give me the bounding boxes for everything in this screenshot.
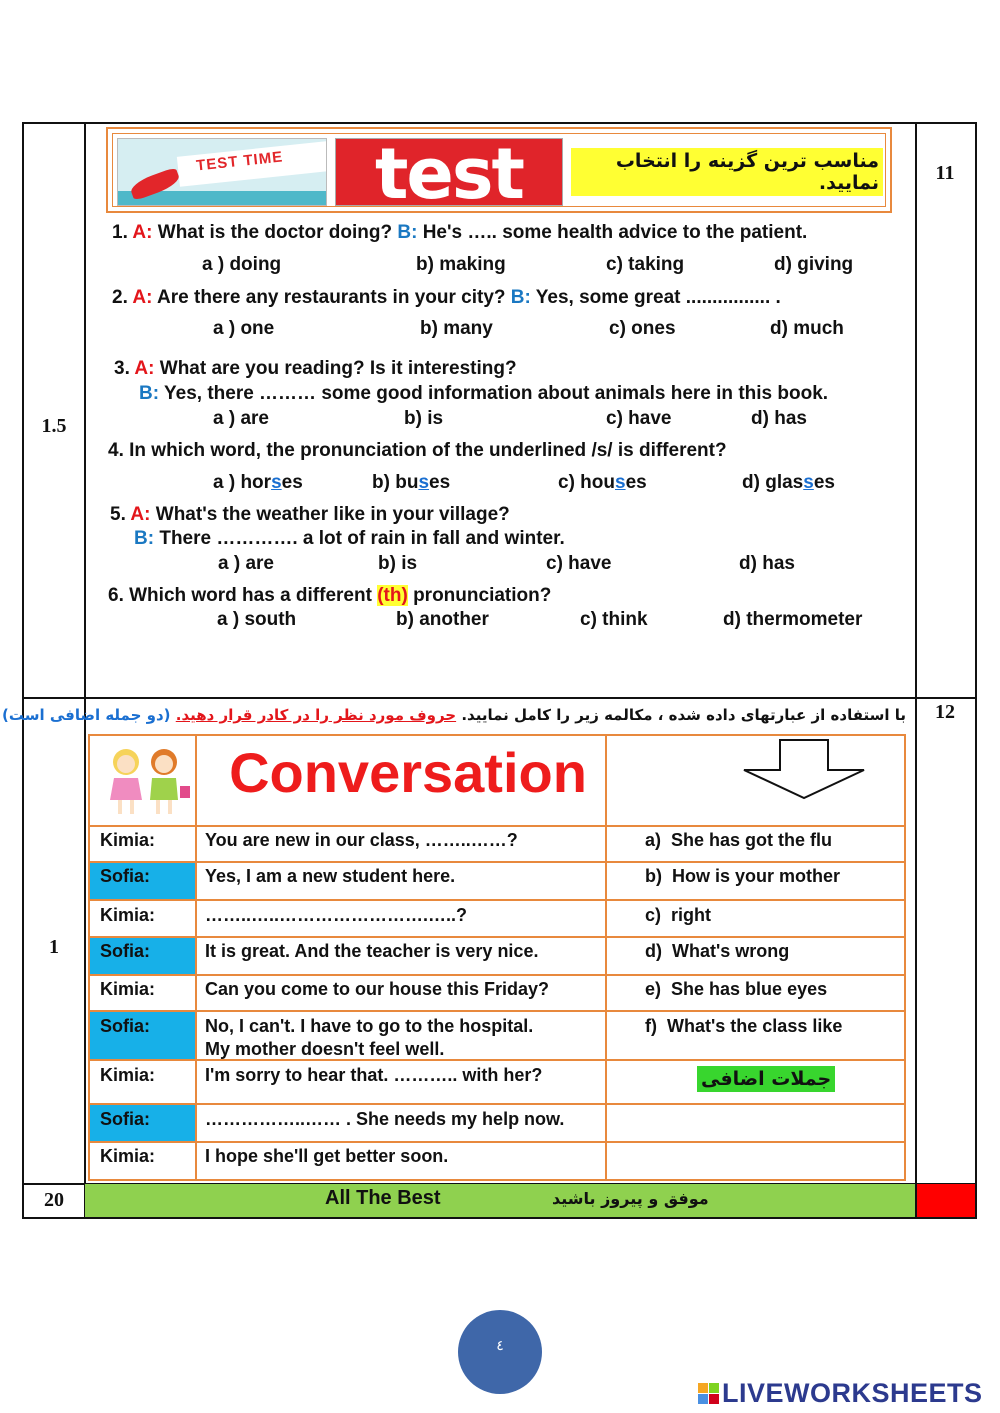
section1-score: 1.5 bbox=[41, 415, 67, 437]
question-3: 3. A: What are you reading? Is it interesting? bbox=[114, 358, 517, 379]
question-3-answer: B: Yes, there ……… some good information about animals here in this book. bbox=[139, 383, 829, 404]
q3-option-a[interactable]: a ) are bbox=[213, 408, 269, 429]
speaker-label: Sofia: bbox=[100, 866, 151, 886]
q1-option-c[interactable]: c) taking bbox=[606, 254, 685, 275]
test-logo bbox=[335, 133, 563, 215]
speaker-label: Kimia: bbox=[100, 905, 156, 925]
test-logo-text: test bbox=[374, 133, 524, 215]
question-5-answer: B: There …………. a lot of rain in fall and winter. bbox=[134, 528, 565, 549]
q5-option-b[interactable]: b) is bbox=[378, 553, 418, 574]
q2-option-b[interactable]: b) many bbox=[420, 318, 493, 339]
option-d[interactable]: d) What's wrong bbox=[645, 941, 790, 961]
speaker-label: Kimia: bbox=[100, 830, 156, 850]
q1-option-b[interactable]: b) making bbox=[416, 254, 506, 275]
girls-illustration bbox=[96, 742, 194, 822]
q4-option-a[interactable]: a ) horses bbox=[213, 472, 303, 493]
speaker-a: A: bbox=[132, 222, 153, 243]
q1-option-d[interactable]: d) giving bbox=[774, 254, 854, 275]
q2-option-c[interactable]: c) ones bbox=[609, 318, 676, 339]
instruction-box bbox=[571, 138, 889, 206]
speaker-label: Sofia: bbox=[100, 1109, 151, 1129]
speaker-a: A: bbox=[132, 287, 153, 308]
test-time-banner bbox=[117, 138, 327, 206]
conversation-table bbox=[88, 734, 906, 1181]
speaker-b: B: bbox=[134, 528, 155, 549]
section2-instruction: با استفاده از عبارتهای داده شده ، مکالمه زیر را کامل نمایید. حروف مورد نظر را در کادر قرار دهید. (دو جمله اضافی است) bbox=[2, 706, 906, 724]
q2-option-a[interactable]: a ) one bbox=[213, 318, 275, 339]
q4-option-b[interactable]: b) buses bbox=[372, 472, 451, 493]
q3-option-c[interactable]: c) have bbox=[606, 408, 672, 429]
footer-good-luck-fa: موفق و پیروز باشید bbox=[552, 1189, 709, 1208]
question-5: 5. A: What's the weather like in your village? bbox=[110, 504, 510, 525]
speaker-label: Kimia: bbox=[100, 1065, 156, 1085]
section2-score: 1 bbox=[49, 936, 59, 958]
q5-option-d[interactable]: d) has bbox=[739, 553, 795, 574]
total-score: 20 bbox=[44, 1189, 64, 1211]
dialogue-line[interactable]: ……..…..…………………….…..? bbox=[205, 905, 468, 925]
option-e[interactable]: e) She has blue eyes bbox=[645, 979, 828, 999]
dialogue-line[interactable]: ……………..…… . She needs my help now. bbox=[205, 1109, 565, 1129]
dialogue-line: My mother doesn't feel well. bbox=[205, 1039, 445, 1059]
dialogue-line: Can you come to our house this Friday? bbox=[205, 979, 550, 999]
score-column-divider bbox=[84, 124, 86, 1217]
section-divider bbox=[24, 697, 975, 699]
dialogue-line[interactable]: You are new in our class, ……..……? bbox=[205, 830, 518, 850]
dialogue-line: It is great. And the teacher is very nice. bbox=[205, 941, 539, 961]
q4-option-c[interactable]: c) houses bbox=[558, 472, 647, 493]
question-1: 1. A: What is the doctor doing? B: He's ….. some health advice to the patient. bbox=[112, 222, 808, 243]
q1-option-a[interactable]: a ) doing bbox=[202, 254, 282, 275]
dialogue-line: I hope she'll get better soon. bbox=[205, 1146, 449, 1166]
option-a[interactable]: a) She has got the flu bbox=[645, 830, 833, 850]
section1-number: 11 bbox=[935, 162, 955, 184]
q4-option-d[interactable]: d) glasses bbox=[742, 472, 835, 493]
footer-red-cell bbox=[917, 1184, 975, 1217]
footer-all-the-best: All The Best bbox=[325, 1187, 441, 1209]
extra-sentences-label: جملات اضافی bbox=[697, 1066, 835, 1092]
q6-option-c[interactable]: c) think bbox=[580, 609, 648, 630]
speaker-b: B: bbox=[397, 222, 418, 243]
page-number: ٤ bbox=[458, 1310, 542, 1394]
q3-option-b[interactable]: b) is bbox=[404, 408, 444, 429]
q3-option-d[interactable]: d) has bbox=[751, 408, 807, 429]
speaker-b: B: bbox=[510, 287, 531, 308]
section2-number: 12 bbox=[935, 701, 955, 723]
down-arrow-icon bbox=[694, 736, 906, 826]
conversation-title: Conversation bbox=[229, 741, 587, 804]
speaker-label: Sofia: bbox=[100, 1016, 151, 1036]
dialogue-line: Yes, I am a new student here. bbox=[205, 866, 456, 886]
q6-option-d[interactable]: d) thermometer bbox=[723, 609, 863, 630]
q5-option-c[interactable]: c) have bbox=[546, 553, 612, 574]
q2-option-d[interactable]: d) much bbox=[770, 318, 844, 339]
liveworksheets-brand: LIVEWORKSHEETS bbox=[698, 1378, 983, 1409]
speaker-label: Sofia: bbox=[100, 941, 151, 961]
speaker-a: A: bbox=[130, 504, 151, 525]
option-f[interactable]: f) What's the class like bbox=[645, 1016, 843, 1036]
question-2: 2. A: Are there any restaurants in your city? B: Yes, some great ................ . bbox=[112, 287, 781, 308]
test-time-text: TEST TIME bbox=[195, 148, 284, 175]
number-column-divider bbox=[915, 124, 917, 1217]
dialogue-line[interactable]: I'm sorry to hear that. ……….. with her? bbox=[205, 1065, 543, 1085]
speaker-a: A: bbox=[134, 358, 155, 379]
instruction-text: مناسب ترین گزینه را انتخاب نمایید. bbox=[571, 148, 883, 196]
liveworksheets-logo-icon bbox=[698, 1383, 720, 1405]
option-b[interactable]: b) How is your mother bbox=[645, 866, 841, 886]
q6-option-b[interactable]: b) another bbox=[396, 609, 489, 630]
question-4: 4. In which word, the pronunciation of the underlined /s/ is different? bbox=[108, 440, 727, 461]
speaker-label: Kimia: bbox=[100, 979, 156, 999]
dialogue-line: No, I can't. I have to go to the hospital. bbox=[205, 1016, 534, 1036]
speaker-label: Kimia: bbox=[100, 1146, 156, 1166]
option-c[interactable]: c) right bbox=[645, 905, 712, 925]
section1-header bbox=[106, 127, 892, 213]
speaker-b: B: bbox=[139, 383, 160, 404]
q5-option-a[interactable]: a ) are bbox=[218, 553, 274, 574]
footer-banner bbox=[85, 1184, 915, 1217]
th-highlight: (th) bbox=[377, 585, 408, 606]
question-6: 6. Which word has a different (th) pronunciation? bbox=[108, 585, 552, 606]
q6-option-a[interactable]: a ) south bbox=[217, 609, 297, 630]
